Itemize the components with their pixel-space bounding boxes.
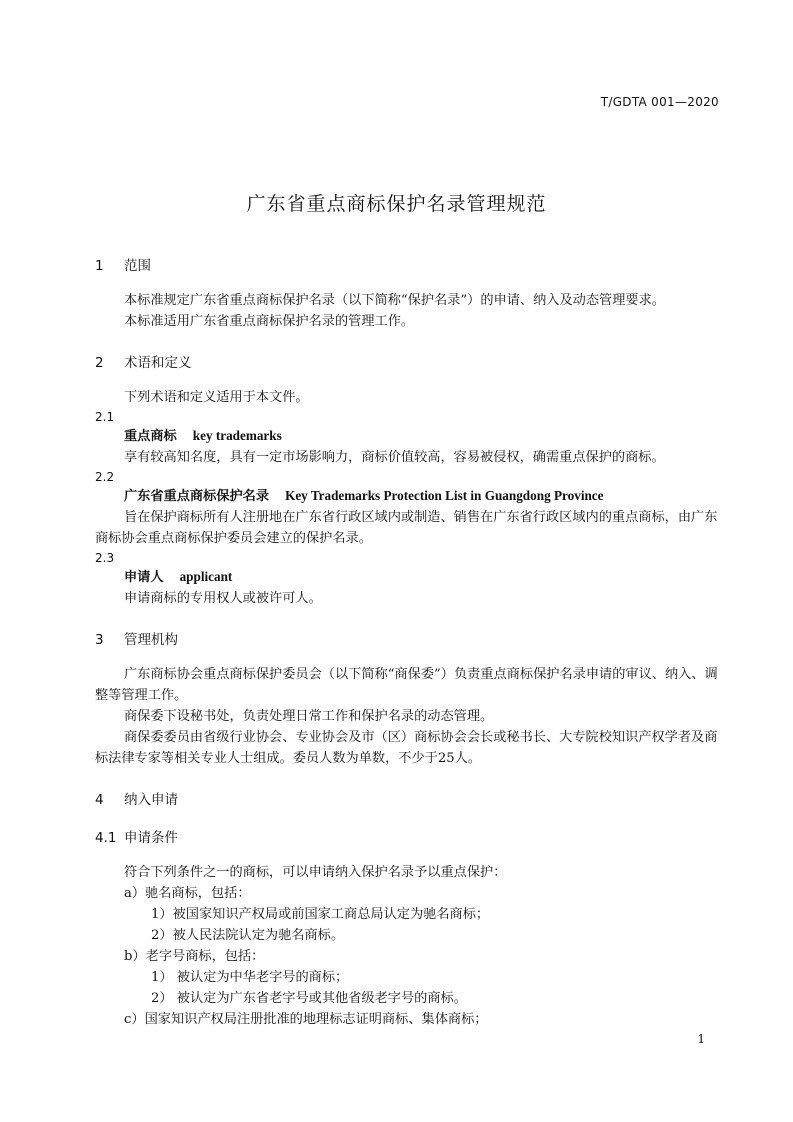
term-definition: 旨在保护商标所有人注册地在广东省行政区域内或制造、销售在广东省行政区域内的重点商标，由广东商标协会重点商标保护委员会建立的保护名录。 — [95, 510, 718, 546]
section-heading-3: 3 管理机构 — [95, 632, 178, 648]
term-entry: 广东省重点商标保护名录 Key Trademarks Protection List in Guangdong Province — [124, 488, 604, 504]
clause-number: 2.1 — [95, 410, 115, 424]
section-heading-2: 2 术语和定义 — [95, 355, 192, 371]
list-item: b）老字号商标，包括： — [124, 949, 265, 964]
section-heading-1: 1 范围 — [95, 258, 151, 274]
paragraph: 符合下列条件之一的商标，可以申请纳入保护名录予以重点保护： — [124, 865, 507, 880]
paragraph: 本标准规定广东省重点商标保护名录（以下简称“保护名录”）的申请、纳入及动态管理要求。 — [124, 293, 665, 308]
page-number: 1 — [697, 1032, 705, 1046]
term-definition: 申请商标的专用权人或被许可人。 — [124, 591, 322, 606]
paragraph: 商保委下设秘书处，负责处理日常工作和保护名录的动态管理。 — [124, 709, 494, 724]
clause-number: 2.2 — [95, 470, 115, 484]
paragraph: 广东商标协会重点商标保护委员会（以下简称“商保委”）负责重点商标保护名录申请的审议、纳入、调整等管理工作。 — [95, 667, 718, 703]
term-entry: 重点商标 key trademarks — [124, 428, 282, 444]
section-heading-4: 4 纳入申请 — [95, 792, 178, 808]
page-title: 广东省重点商标保护名录管理规范 — [246, 193, 547, 215]
paragraph: 下列术语和定义适用于本文件。 — [124, 390, 309, 405]
section-heading-4-1: 4.1 申请条件 — [95, 830, 178, 846]
list-item: a）驰名商标，包括： — [124, 886, 251, 901]
list-item: 2） 被认定为广东省老字号或其他省级老字号的商标。 — [151, 991, 467, 1006]
term-entry: 申请人 applicant — [124, 569, 233, 585]
list-item: 2）被人民法院认定为驰名商标。 — [151, 928, 345, 943]
paragraph: 本标准适用广东省重点商标保护名录的管理工作。 — [124, 314, 415, 329]
document-body — [95, 256, 719, 1030]
term-definition: 享有较高知名度，具有一定市场影响力，商标价值较高，容易被侵权，确需重点保护的商标。 — [124, 450, 665, 465]
doc-code: T/GDTA 001—2020 — [600, 95, 719, 109]
list-item: 1）被国家知识产权局或前国家工商总局认定为驰名商标； — [151, 907, 490, 922]
list-item: 1） 被认定为中华老字号的商标； — [151, 970, 349, 985]
paragraph: 商保委委员由省级行业协会、专业协会及市（区）商标协会会长或秘书长、大专院校知识产权学者及商标法律专家等相关专业人士组成。委员人数为单数，不少于25人。 — [95, 730, 718, 766]
list-item: c）国家知识产权局注册批准的地理标志证明商标、集体商标； — [124, 1012, 488, 1027]
clause-number: 2.3 — [95, 551, 115, 565]
